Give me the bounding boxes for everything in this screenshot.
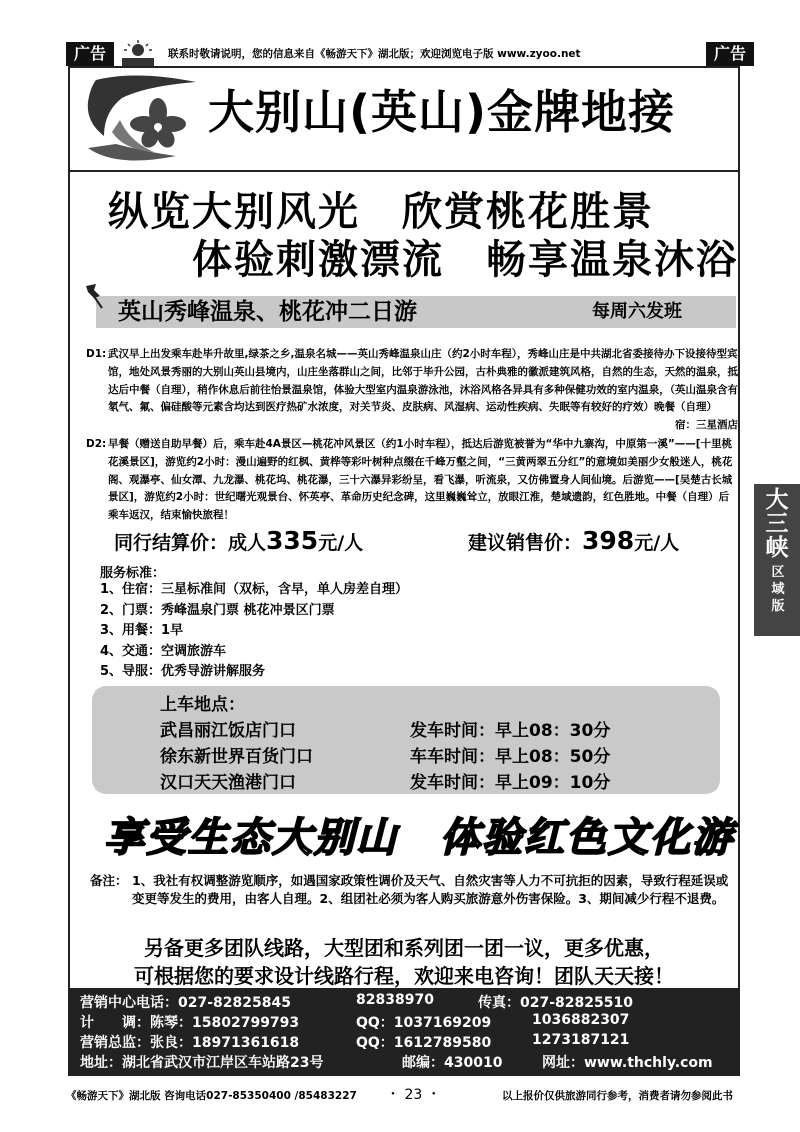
pickup-place: 徐东新世界百货门口 [160, 747, 313, 767]
ad-tag-left: 广告 [66, 42, 114, 66]
side-tab-title: 大三峡 [765, 486, 789, 561]
pickup-time: 车车时间：早上08：50分 [410, 747, 611, 767]
contact-sales-phone: 营销中心电话：027-82825845 [80, 995, 291, 1011]
retail-price-value: 398 [582, 526, 635, 555]
service-title: 服务标准： [100, 566, 166, 581]
trade-price-value: 335 [266, 526, 319, 555]
contact-row [80, 992, 740, 1012]
contact-fax: 传真：027-82825510 [478, 995, 633, 1011]
footer-disclaimer: 以上报价仅供旅游同行参考，消费者请勿参阅此书 [502, 1090, 733, 1102]
day-text: 武汉早上出发乘车赴毕升故里,绿茶之乡,温泉名城——英山秀峰温泉山庄（约2小时车程），秀峰山庄是中共湖北省委接待办下设接待型宾馆，地处风景秀丽的大别山英山县境内，山庄坐落群山之间，比邻于毕升公园，古朴典雅的徽派建筑风格，自然的生态，天然的温泉，抵达后中餐（自理），稍作休息后前往怡景温泉馆，体验大型室内温泉游泳池，沐浴风格各异具有多种保健功效的室内温泉，（英山温泉含有氡气、氟、偏硅酸等元素含均达到医疗热矿水浓度，对关节炎、皮肤病、风湿病、运动性疾病、失眠等有较好的疗效）晚餐（自理） [108, 348, 738, 414]
ad-tag-right: 广告 [706, 42, 754, 66]
promo-line: 另备更多团队线路，大型团和系列团一团一议，更多优惠， [144, 936, 664, 960]
contact-address: 地址：湖北省武汉市江岸区车站路23号 [80, 1055, 324, 1071]
notes-text: 1、我社有权调整游览顺序，如遇国家政策性调价及天气、自然灾害等人力不可抗拒的因素，导致行程延误或变更等发生的费用，由客人自理。2、组团社必须为客人购买旅游意外伤害保险。3、期间减少行程不退费。 [132, 873, 729, 906]
retail-price-label: 建议销售价： [468, 532, 583, 554]
retail-price [468, 526, 679, 555]
trade-price-label: 同行结算价：成人 [114, 532, 267, 554]
itinerary-day [86, 436, 738, 525]
magazine-logo-icon [118, 40, 158, 68]
pickup-row [160, 768, 611, 793]
day-accommodation: 宿：三星酒店 [675, 419, 738, 432]
pickup-row [160, 742, 611, 767]
service-list [100, 580, 408, 683]
pushpin-icon [80, 282, 108, 310]
page-number: ・ 23 ・ [386, 1087, 441, 1103]
service-item: 2、门票：秀峰温泉门票 桃花冲景区门票 [100, 602, 335, 618]
service-item: 3、用餐：1早 [100, 623, 184, 638]
day-label: D2: [86, 438, 107, 450]
contact-row [80, 1012, 740, 1032]
slogan-line: 体验刺激漂流 畅享温泉沐浴 [192, 236, 738, 283]
day-text: 早餐（赠送自助早餐）后，乘车赴4A景区—桃花冲风景区（约1小时车程），抵达后游览被誉为“华中九寨沟，中原第一溪”——[十里桃花溪景区]，游览约2小时：漫山遍野的红枫、黄桦等彩叶树种点缀在千峰万壑之间，“三黄两翠五分红”的意境如美丽少女般迷人，桃花阁、观瀑亭、仙女潭、九龙瀑、桃花坞、桃花瀑，三十六瀑异彩纷呈，看飞瀑，听流泉，又仿佛置身人间仙境。后游览——[吴楚古长城景区]，游览约2小时：世纪曙光观景台、怀英亭、革命历史纪念碑，这里巍巍耸立，放眼江淮，楚域遗韵，红色胜地。中餐（自理）后乘车返汉，结束愉快旅程！ [108, 438, 733, 522]
contact-block [68, 988, 740, 1076]
day-label: D1: [86, 348, 107, 360]
brand-title: 大别山(英山)金牌地接 [208, 85, 676, 139]
pickup-place: 汉口天天渔港门口 [160, 773, 296, 793]
brand-logo-icon [76, 72, 206, 168]
contact-postcode: 邮编：430010 [402, 1055, 503, 1071]
pickup-title: 上车地点： [160, 695, 245, 715]
side-tab-subtitle: 区域版 [771, 565, 785, 614]
itinerary-day [86, 346, 738, 435]
service-item: 4、交通：空调旅游车 [100, 643, 227, 659]
tour-schedule: 每周六发班 [592, 301, 682, 322]
contact-director: 营销总监：张良：18971361618 [80, 1035, 300, 1051]
contact-row [80, 1052, 740, 1072]
slogan-banner: 享受生态大别山 体验红色文化游 [104, 814, 734, 861]
pickup-time: 发车时间：早上08：30分 [410, 721, 611, 741]
contact-row [80, 1032, 740, 1052]
contact-website: 网址：www.thchly.com [542, 1055, 713, 1071]
divider [68, 170, 740, 172]
promo-line: 可根据您的要求设计线路行程，欢迎来电咨询！团队天天接！ [134, 964, 674, 988]
footer-publication: 《畅游天下》湖北版 咨询电话027-85350400 /85483227 [66, 1090, 357, 1102]
contact-planner-qq-2: 1036882307 [532, 1012, 630, 1028]
service-item: 1、住宿：三星标准间（双标，含早，单人房差自理） [100, 582, 409, 597]
contact-director-qq-2: 1273187121 [532, 1032, 630, 1048]
tour-title: 英山秀峰温泉、桃花冲二日游 [118, 299, 417, 325]
notes [90, 872, 730, 907]
slogan-line: 纵览大别风光 欣赏桃花胜景 [108, 188, 654, 235]
contact-sales-phone-2: 82838970 [356, 992, 434, 1008]
notes-label: 备注： [90, 873, 128, 888]
trade-price-unit: 元/人 [318, 532, 364, 554]
pickup-row [160, 716, 611, 741]
pickup-time: 发车时间：早上09：10分 [410, 773, 611, 793]
section-side-tab [754, 484, 800, 636]
contact-planner: 计 调：陈琴：15802799793 [80, 1015, 300, 1031]
header-note: 联系时敬请说明，您的信息来自《畅游天下》湖北版；欢迎浏览电子版 www.zyoo.net [168, 48, 581, 60]
pickup-place: 武昌丽江饭店门口 [160, 721, 296, 741]
retail-price-unit: 元/人 [634, 532, 680, 554]
contact-planner-qq: QQ：1037169209 [356, 1015, 492, 1031]
service-item: 5、导服：优秀导游讲解服务 [100, 664, 266, 679]
contact-director-qq: QQ：1612789580 [356, 1035, 492, 1051]
trade-price [114, 526, 363, 555]
